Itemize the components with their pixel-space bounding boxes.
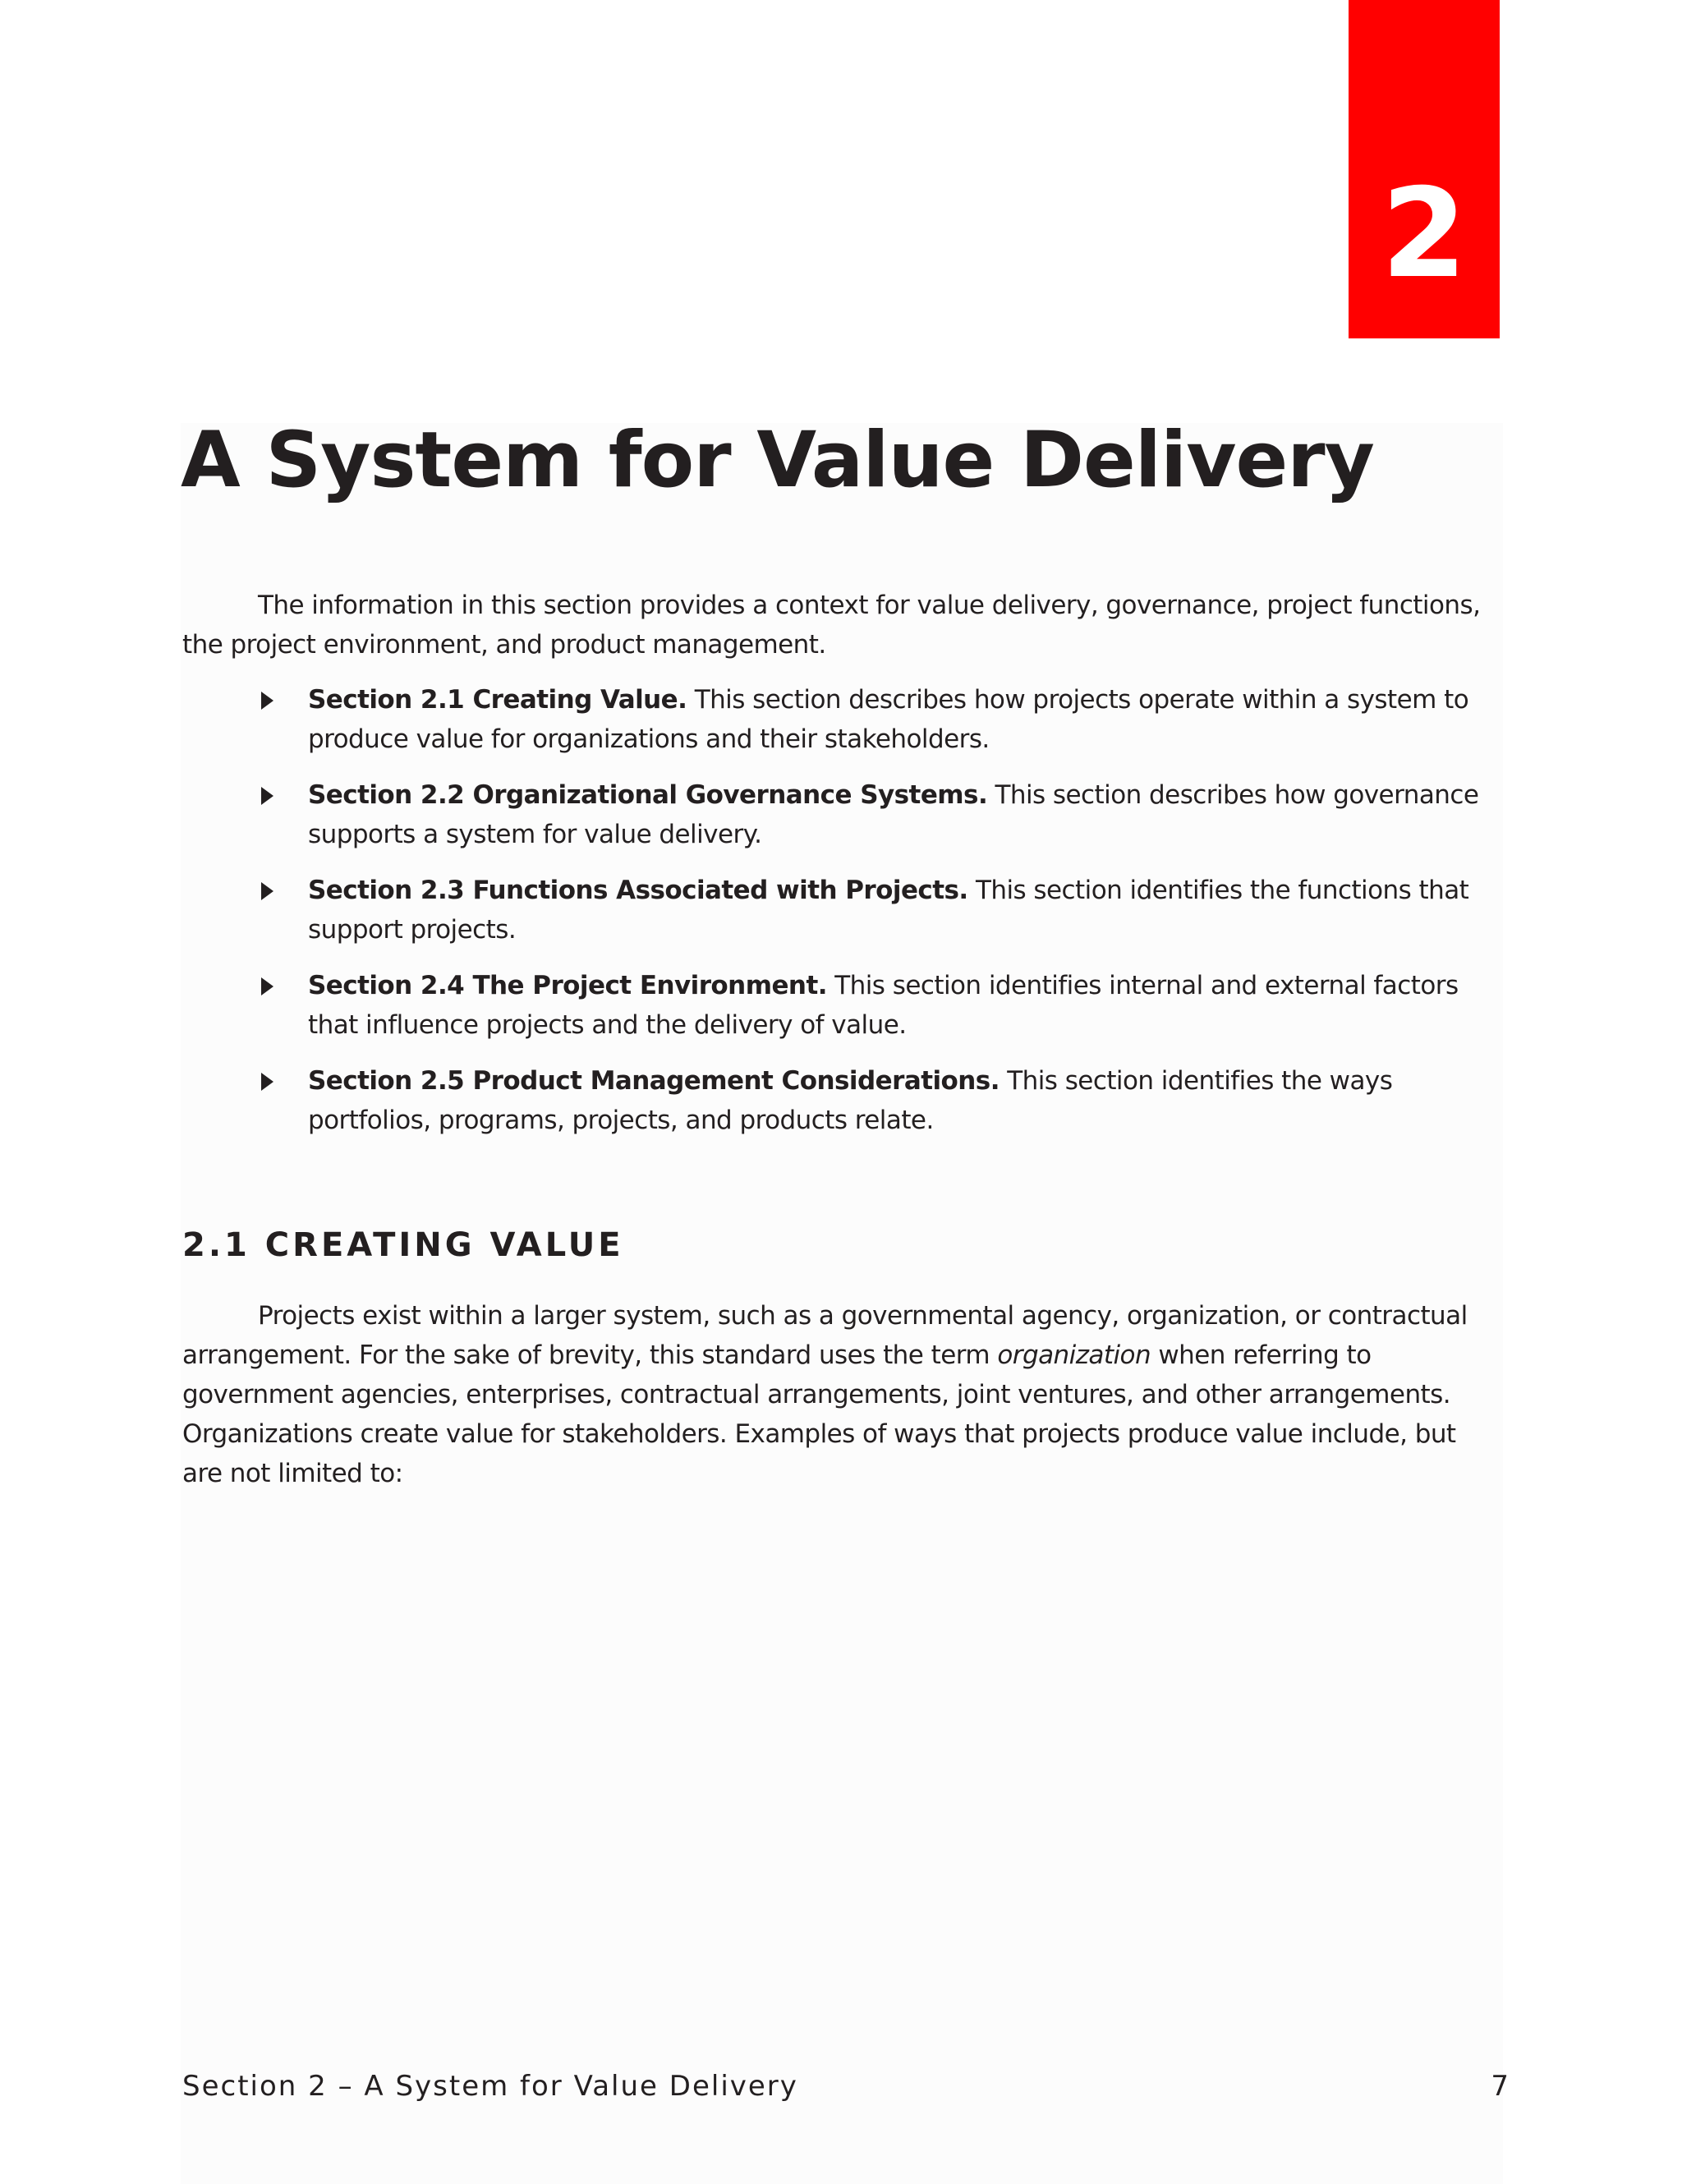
intro-paragraph: The information in this section provides a context for value delivery, governance, project functions, the project environment, and product management. [182,591,1481,660]
emphasized-term: organization [997,1340,1151,1370]
footer-section-label: Section 2 – A System for Value Delivery [182,2070,798,2103]
section-item-description: This section describes how projects operate within a system to produce value for organizations and their stakeholders. [308,685,1469,754]
triangle-right-icon [261,882,273,900]
section-item-2-5 [182,1061,1496,1140]
section-heading: 2.1 CREATING VALUE [182,1226,624,1264]
section-item-title: Section 2.3 Functions Associated with Projects. [308,876,968,905]
section-item-title: Section 2.4 The Project Environment. [308,971,827,1000]
section-item-2-1 [182,680,1496,759]
section-item-2-4 [182,966,1496,1045]
paragraph-text-start: Projects exist within a larger system, such as a governmental agency, organization, or contractual arrangement. For the sake of brevity, this standard uses the term [182,1301,1468,1370]
triangle-right-icon [261,787,273,805]
triangle-right-icon [261,1073,273,1091]
paragraph-text-end: when referring to government agencies, enterprises, contractual arrangements, joint ventures, and other arrangements. Organizations create value for stakeholders. Examples of ways that projects produce value include, but are not limited to: [182,1340,1456,1488]
chapter-title: A System for Value Delivery [181,416,1374,505]
chapter-tab [1349,0,1500,338]
section-item-description: This section describes how governance supports a system for value delivery. [308,780,1479,849]
triangle-right-icon [261,692,273,710]
section-item-title: Section 2.1 Creating Value. [308,685,687,715]
section-item-description: This section identifies the ways portfolios, programs, projects, and products relate. [308,1066,1393,1135]
chapter-number: 2 [1381,163,1468,306]
section-item-description: This section identifies the functions that support projects. [308,876,1469,945]
section-item-2-3 [182,871,1496,949]
section-item-title: Section 2.5 Product Management Considerations. [308,1066,1000,1096]
section-item-title: Section 2.2 Organizational Governance Systems. [308,780,988,810]
section-list [182,680,1496,1156]
creating-value-paragraph [182,1296,1496,1493]
section-item-2-2 [182,775,1496,854]
page-number: 7 [1491,2070,1509,2103]
triangle-right-icon [261,977,273,995]
section-item-description: This section identifies internal and external factors that influence projects and the delivery of value. [308,971,1459,1040]
